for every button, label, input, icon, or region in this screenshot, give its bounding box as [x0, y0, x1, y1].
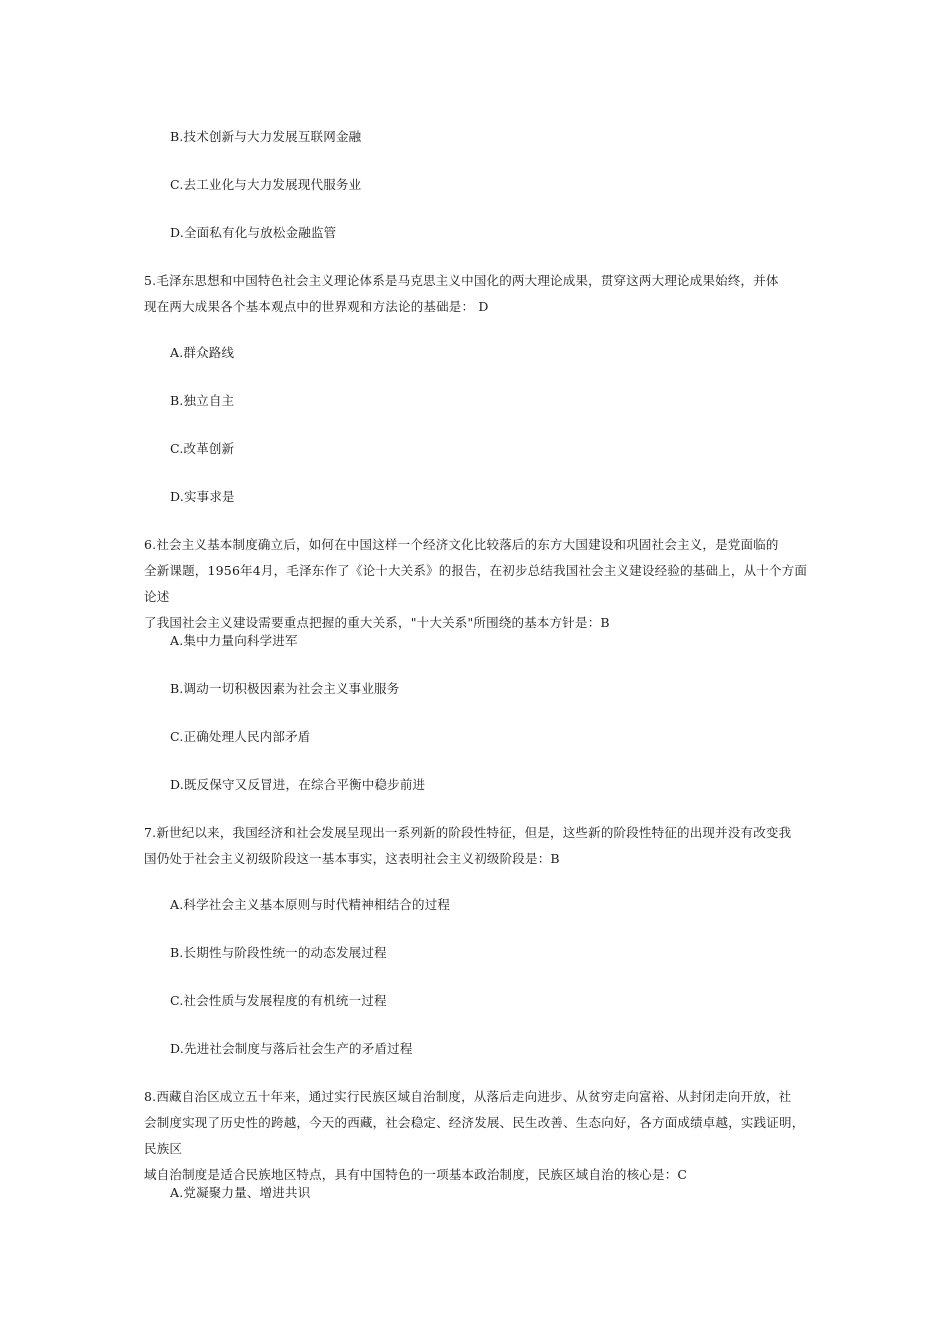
option-b: B.调动一切积极因素为社会主义事业服务	[170, 681, 400, 696]
question-6-line-1: 6.社会主义基本制度确立后，如何在中国这样一个经济文化比较落后的东方大国建设和巩固社会主义，是党面临的	[144, 537, 779, 552]
question-8-line-1: 8.西藏自治区成立五十年来，通过实行民族区域自治制度，从落后走向进步、从贫穷走向富裕、从封闭走向开放，社	[144, 1089, 792, 1104]
question-8	[144, 1084, 809, 1188]
question-6-line-2: 全新课题，1956年4月，毛泽东作了《论十大关系》的报告，在初步总结我国社会主义建设经验的基础上，从十个方面论述	[144, 563, 808, 604]
option-c: C.社会性质与发展程度的有机统一过程	[170, 993, 387, 1008]
option-d: D.全面私有化与放松金融监管	[170, 225, 337, 240]
question-8-line-3: 域自治制度是适合民族地区特点，具有中国特色的一项基本政治制度，民族区域自治的核心是：C	[144, 1167, 688, 1182]
question-5-line-1: 5.毛泽东思想和中国特色社会主义理论体系是马克思主义中国化的两大理论成果，贯穿这两大理论成果始终，并体	[144, 273, 779, 288]
option-d: D.先进社会制度与落后社会生产的矛盾过程	[170, 1041, 413, 1056]
question-5-line-2: 现在两大成果各个基本观点中的世界观和方法论的基础是： D	[144, 299, 489, 314]
question-7-line-1: 7.新世纪以来，我国经济和社会发展呈现出一系列新的阶段性特征，但是，这些新的阶段性特征的出现并没有改变我	[144, 825, 792, 840]
question-6-line-3: 了我国社会主义建设需要重点把握的重大关系，"十大关系"所围绕的基本方针是：B	[144, 615, 610, 630]
option-d: D.实事求是	[170, 489, 235, 504]
option-a: A.党凝聚力量、增进共识	[170, 1185, 311, 1200]
option-c: C.去工业化与大力发展现代服务业	[170, 177, 362, 192]
option-b: B.长期性与阶段性统一的动态发展过程	[170, 945, 387, 960]
option-b: B.独立自主	[170, 393, 235, 408]
option-a: A.集中力量向科学进军	[170, 633, 298, 648]
option-b: B.技术创新与大力发展互联网金融	[170, 129, 362, 144]
option-d: D.既反保守又反冒进，在综合平衡中稳步前进	[170, 777, 426, 792]
question-8-line-2: 会制度实现了历史性的跨越，今天的西藏，社会稳定、经济发展、民生改善、生态向好，各方面成绩卓越，实践证明，民族区	[144, 1115, 805, 1156]
question-5	[144, 268, 809, 320]
option-a: A.群众路线	[170, 345, 235, 360]
question-7-line-2: 国仍处于社会主义初级阶段这一基本事实，这表明社会主义初级阶段是：B	[144, 851, 560, 866]
question-6	[144, 532, 809, 636]
question-7	[144, 820, 809, 872]
option-a: A.科学社会主义基本原则与时代精神相结合的过程	[170, 897, 451, 912]
option-c: C.正确处理人民内部矛盾	[170, 729, 311, 744]
option-c: C.改革创新	[170, 441, 235, 456]
